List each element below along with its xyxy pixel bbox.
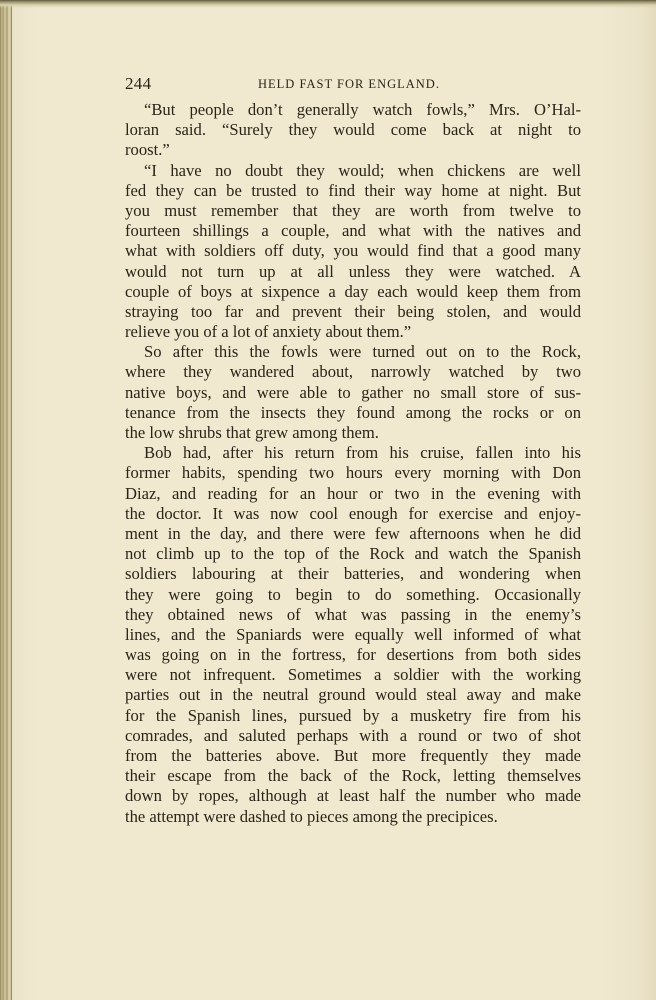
- text-line: was going on in the fortress, for desertions from both sides: [125, 645, 581, 665]
- text-line: were not infrequent. Sometimes a soldier with the working: [125, 665, 581, 685]
- text-line: the attempt were dashed to pieces among the precipices.: [125, 806, 498, 826]
- text-line: comrades, and saluted perhaps with a round or two of shot: [125, 725, 581, 745]
- page-number: 244: [125, 74, 152, 93]
- text-line: relieve you of a lot of anxiety about them.”: [125, 322, 412, 342]
- text-line: where they wandered about, narrowly watched by two: [125, 362, 581, 382]
- text-line: fourteen shillings a couple, and what with the natives and: [125, 221, 581, 241]
- text-line: what with soldiers off duty, you would find that a good many: [125, 241, 581, 261]
- text-line: they obtained news of what was passing in the enemy’s: [125, 604, 581, 624]
- text-line: “I have no doubt they would; when chickens are well: [144, 160, 581, 180]
- text-line: couple of boys at sixpence a day each would keep them from: [125, 281, 581, 301]
- text-line: fed they can be trusted to find their way home at night. But: [125, 180, 581, 200]
- book-binding-edge: [0, 0, 12, 1000]
- text-line: “But people don’t generally watch fowls,” Mrs. O’Hal-: [144, 100, 581, 119]
- text-line: roost.”: [125, 140, 170, 160]
- text-line: you must remember that they are worth from twelve to: [125, 200, 581, 220]
- text-line: So after this the fowls were turned out on to the Rock,: [144, 342, 581, 362]
- text-line: straying too far and prevent their being stolen, and would: [125, 301, 581, 321]
- text-line: parties out in the neutral ground would steal away and make: [125, 685, 581, 705]
- text-line: the doctor. It was now cool enough for exercise and enjoy-: [125, 503, 581, 523]
- text-line: down by ropes, although at least half the number who made: [125, 786, 581, 806]
- text-line: ment in the day, and there were few afternoons when he did: [125, 523, 581, 543]
- text-line: former habits, spending two hours every morning with Don: [125, 463, 581, 483]
- page-header: [125, 74, 581, 96]
- text-line: loran said. “Surely they would come back at night to: [125, 120, 581, 140]
- page-top-edge: [0, 0, 656, 8]
- body-text: [125, 100, 581, 827]
- text-line: tenance from the insects they found among the rocks or on: [125, 402, 581, 422]
- text-line: not climb up to the top of the Rock and watch the Spanish: [125, 544, 581, 564]
- text-line: the low shrubs that grew among them.: [125, 423, 379, 442]
- text-line: from the batteries above. But more frequently they made: [125, 746, 581, 765]
- running-head: HELD FAST FOR ENGLAND.: [258, 77, 440, 91]
- text-line: for the Spanish lines, pursued by a musketry fire from his: [125, 705, 581, 725]
- text-line: would not turn up at all unless they were watched. A: [125, 261, 581, 281]
- text-line: lines, and the Spaniards were equally well informed of what: [125, 624, 581, 644]
- text-line: native boys, and were able to gather no small store of sus-: [125, 382, 581, 402]
- text-line: they were going to begin to do something. Occasionally: [125, 584, 581, 604]
- text-line: their escape from the back of the Rock, letting themselves: [125, 766, 581, 786]
- text-line: Bob had, after his return from his cruise, fallen into his: [144, 443, 581, 463]
- text-line: soldiers labouring at their batteries, and wondering when: [125, 564, 581, 584]
- text-line: Diaz, and reading for an hour or two in the evening with: [125, 483, 581, 503]
